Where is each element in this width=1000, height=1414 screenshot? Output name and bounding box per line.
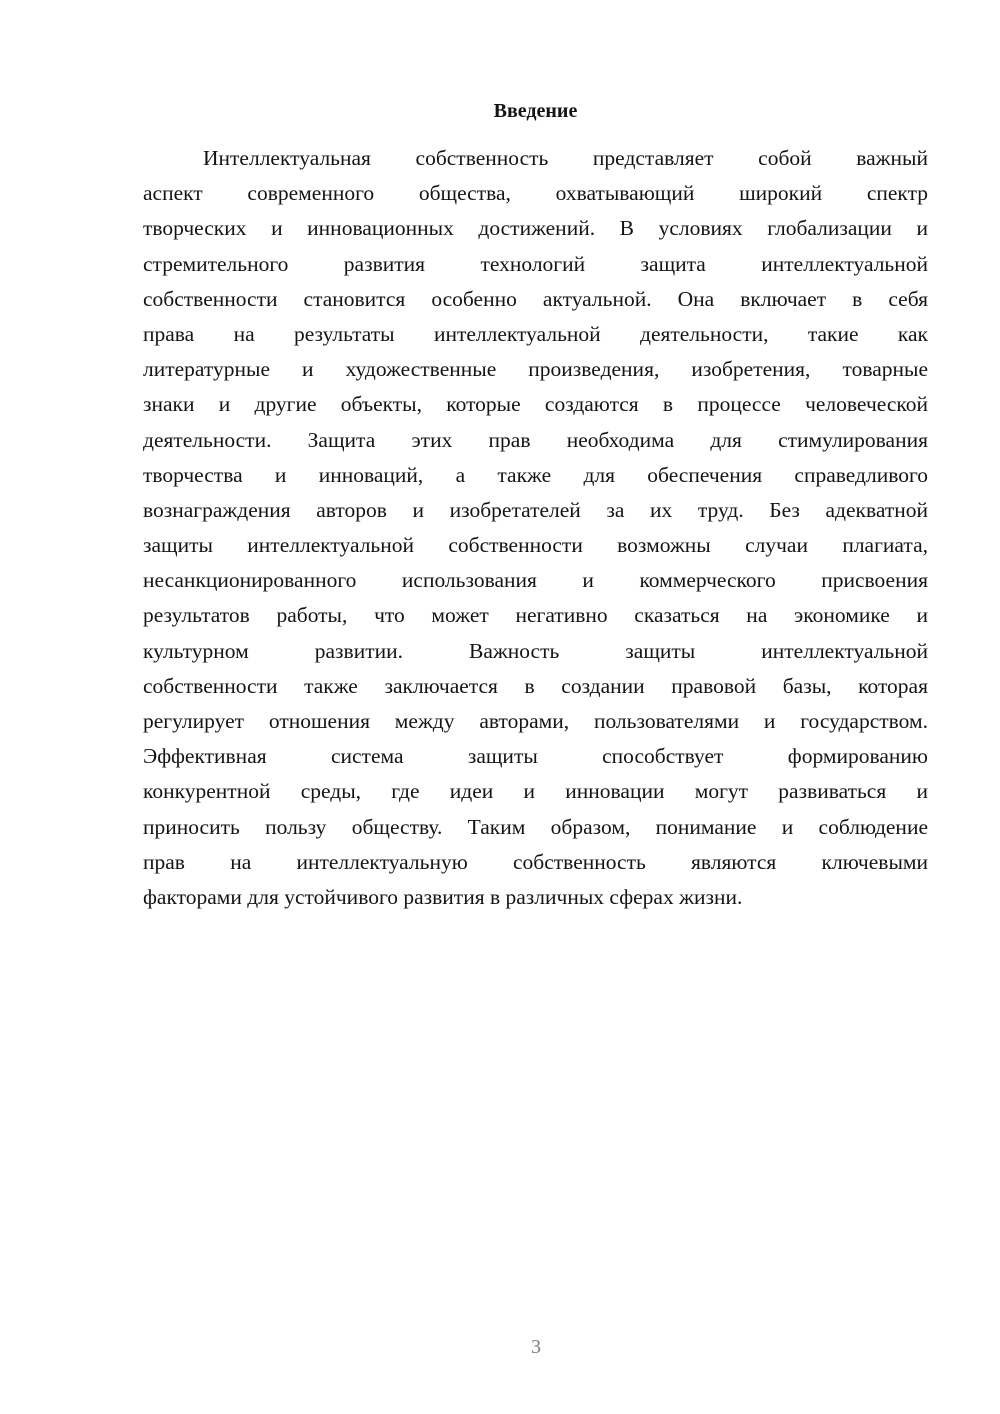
- paragraph-line: приносить пользу обществу. Таким образом, понимание и соблюдение: [143, 814, 928, 839]
- paragraph-line: регулирует отношения между авторами, пользователями и государством.: [143, 709, 928, 733]
- paragraph-line: Эффективная система защиты способствует формированию: [143, 744, 928, 769]
- paragraph-line: деятельности. Защита этих прав необходима для стимулирования: [143, 427, 928, 452]
- paragraph-line: права на результаты интеллектуальной деятельности, такие как: [143, 321, 928, 346]
- paragraph-line: собственности также заключается в создании правовой базы, которая: [143, 673, 928, 698]
- paragraph-line: конкурентной среды, где идеи и инновации могут развиваться и: [143, 779, 928, 804]
- paragraph-line: культурном развитии. Важность защиты интеллектуальной: [143, 638, 928, 663]
- paragraph-line: творчества и инноваций, а также для обеспечения справедливого: [143, 462, 928, 487]
- paragraph-line: вознаграждения авторов и изобретателей за их труд. Без адекватной: [143, 497, 928, 522]
- paragraph-line: стремительного развития технологий защита интеллектуальной: [143, 251, 928, 276]
- paragraph-line: литературные и художественные произведения, изобретения, товарные: [143, 357, 928, 382]
- paragraph-line: собственности становится особенно актуальной. Она включает в себя: [143, 286, 928, 311]
- paragraph-line: факторами для устойчивого развития в различных сферах жизни.: [143, 884, 743, 909]
- paragraph-line: защиты интеллектуальной собственности возможны случаи плагиата,: [143, 533, 928, 558]
- paragraph-line: знаки и другие объекты, которые создаются в процессе человеческой: [143, 392, 928, 417]
- paragraph-line: прав на интеллектуальную собственность являются ключевыми: [143, 849, 928, 874]
- page-number: 3: [531, 1336, 541, 1358]
- paragraph-line: Интеллектуальная собственность представляет собой важный: [203, 146, 928, 170]
- paragraph-line: творческих и инновационных достижений. В условиях глобализации и: [143, 216, 928, 241]
- paragraph-line: аспект современного общества, охватывающий широкий спектр: [143, 181, 928, 206]
- paragraph-line: несанкционированного использования и коммерческого присвоения: [143, 568, 928, 593]
- paragraph-line: результатов работы, что может негативно сказаться на экономике и: [143, 603, 928, 628]
- body-paragraph: [143, 141, 928, 915]
- section-heading: Введение: [493, 100, 578, 122]
